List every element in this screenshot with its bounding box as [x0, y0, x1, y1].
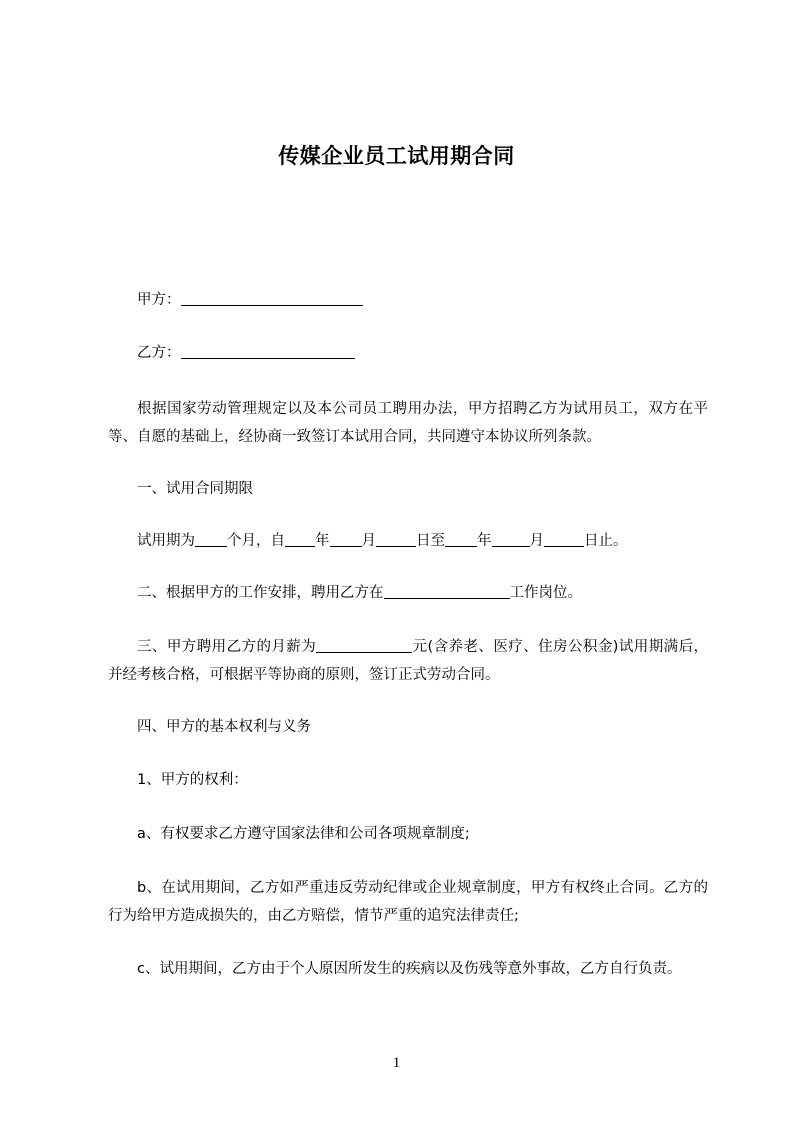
party-a-line	[108, 286, 737, 314]
intro-paragraph: 根据国家劳动管理规定以及本公司员工聘用办法，甲方招聘乙方为试用员工，双方在平等、自愿的基础上，经协商一致签订本试用合同，共同遵守本协议所列条款。	[108, 401, 708, 445]
probation-period-line	[108, 527, 737, 555]
end-year-blank[interactable]	[445, 530, 477, 547]
text-segment: 月	[529, 533, 544, 549]
item-b: b、在试用期间，乙方如严重违反劳动纪律或企业规章制度，甲方有权终止合同。乙方的行为给甲方造成损失的，由乙方赔偿，情节严重的追究法律责任;	[108, 880, 708, 924]
months-blank[interactable]	[195, 530, 227, 547]
end-day-blank[interactable]	[544, 530, 584, 547]
start-day-blank[interactable]	[376, 530, 416, 547]
text-segment: 三、甲方聘用乙方的月薪为	[137, 639, 317, 655]
text-segment: 日止。	[584, 533, 628, 549]
start-month-blank[interactable]	[330, 530, 362, 547]
party-b-blank[interactable]	[181, 342, 355, 359]
text-segment: 工作岗位。	[509, 585, 582, 601]
party-b-label: 乙方：	[137, 345, 181, 361]
party-b-line	[108, 339, 737, 367]
page-number: 1	[392, 1055, 401, 1071]
item-a: a、有权要求乙方遵守国家法律和公司各项规章制度;	[137, 826, 470, 842]
position-blank[interactable]	[384, 582, 510, 599]
party-a-label: 甲方：	[137, 292, 181, 308]
item-c: c、试用期间，乙方由于个人原因所发生的疾病以及伤残等意外事故，乙方自行负责。	[137, 961, 682, 977]
text-segment: 个月，自	[227, 533, 285, 549]
section-4-subheading: 1、甲方的权利：	[137, 772, 248, 788]
section-3-paragraph	[108, 633, 708, 689]
party-a-blank[interactable]	[181, 289, 363, 306]
section-2-line	[108, 579, 737, 607]
text-segment: 试用期为	[137, 533, 195, 549]
text-segment: 年	[477, 533, 492, 549]
text-segment: 年	[315, 533, 330, 549]
section-4-heading: 四、甲方的基本权利与义务	[137, 719, 311, 735]
text-segment: 日至	[416, 533, 445, 549]
text-segment: 月	[361, 533, 376, 549]
text-segment: 元(含养老、医疗、住房公积金)试用期满后，并经考核合格，可根据平等协商的原则，签订正式劳动合同。	[108, 639, 709, 683]
document-title: 传媒企业员工试用期合同	[278, 144, 515, 168]
salary-blank[interactable]	[316, 636, 412, 653]
section-1-heading: 一、试用合同期限	[137, 481, 253, 497]
text-segment: 二、根据甲方的工作安排，聘用乙方在	[137, 585, 384, 601]
start-year-blank[interactable]	[285, 530, 315, 547]
end-month-blank[interactable]	[492, 530, 530, 547]
